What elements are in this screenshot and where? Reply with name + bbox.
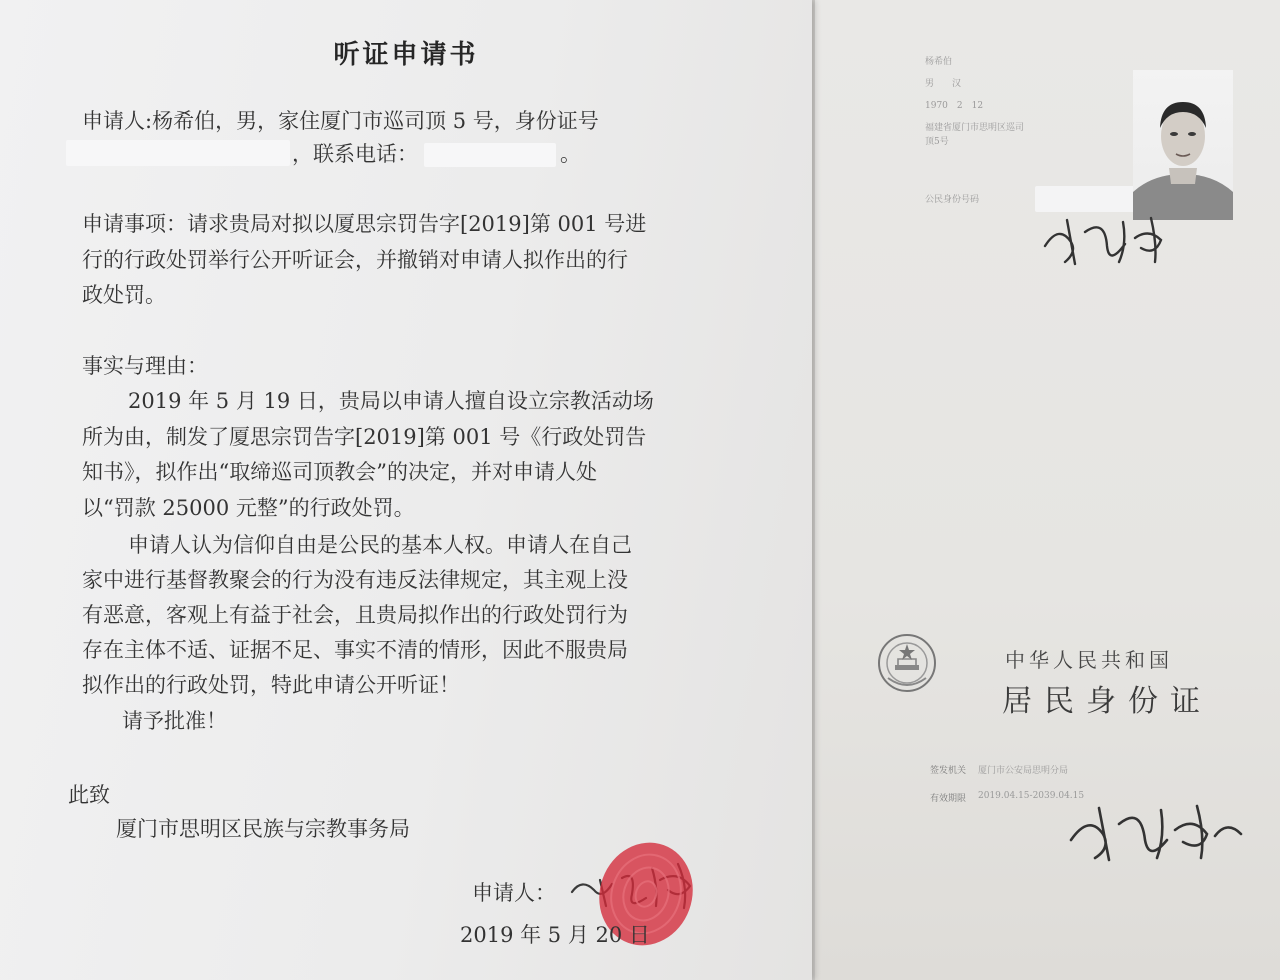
validity-label: 有效期限 [930, 794, 967, 804]
paragraph-line: 存在主体不适、证据不足、事实不清的情形，因此不服贵局 [82, 638, 628, 662]
applicant-line-end: 。 [560, 142, 581, 166]
signature-label: 申请人： [472, 881, 556, 905]
paragraph-line: 有恶意，客观上有益于社会，且贵局拟作出的行政处罚行为 [82, 603, 628, 627]
id-address: 福建省厦门市思明区巡司 [925, 123, 1025, 133]
national-emblem-icon [876, 632, 938, 694]
id-birth: 1970 2 12 [925, 101, 984, 111]
request-line: 请予批准！ [122, 709, 227, 733]
handwritten-signature-bottom [1065, 780, 1255, 870]
paragraph-line: 知书》，拟作出“取缔巡司顶教会”的决定，并对申请人处 [82, 460, 597, 484]
paragraph-line: 拟作出的行政处罚，特此申请公开听证！ [82, 673, 460, 697]
letter-date: 2019 年 5 月 20 日 [460, 923, 650, 947]
paragraph-line: 家中进行基督教聚会的行为没有违反法律规定，其主观上没 [82, 568, 628, 592]
paragraph-line: 2019 年 5 月 19 日，贵局以申请人擅自设立宗教活动场 [128, 389, 654, 413]
paragraph-line: 申请人认为信仰自由是公民的基本人权。申请人在自己 [128, 533, 632, 557]
id-photo [1133, 70, 1233, 220]
validity-value: 2019.04.15-2039.04.15 [978, 791, 1085, 801]
matter-line: 行的行政处罚举行公开听证会，并撤销对申请人拟作出的行 [82, 248, 628, 272]
letter-title: 听证申请书 [333, 40, 479, 70]
id-name: 杨希伯 [925, 57, 953, 67]
salutation: 此致 [68, 783, 110, 807]
id-number-label: 公民身份号码 [925, 195, 980, 205]
id-card-photocopy-page [815, 0, 1280, 980]
applicant-line: 申请人:杨希伯，男，家住厦门市巡司顶 5 号，身份证号 [82, 109, 599, 133]
handwritten-signature-top [1037, 202, 1187, 272]
matter-line: 政处罚。 [82, 283, 166, 307]
issuing-authority-label: 签发机关 [930, 766, 967, 776]
reasons-heading: 事实与理由： [82, 354, 208, 378]
recipient: 厦门市思明区民族与宗教事务局 [116, 817, 410, 841]
phone-label: ，联系电话： [292, 142, 418, 166]
id-address-cont: 顶5号 [925, 137, 949, 147]
paragraph-line: 以“罚款 25000 元整”的行政处罚。 [82, 496, 415, 520]
id-sex-ethnicity: 男 汉 [925, 79, 962, 89]
id-country-name: 中华人民共和国 [1005, 648, 1173, 672]
matter-line: 申请事项：请求贵局对拟以厦思宗罚告字[2019]第 001 号进 [82, 212, 647, 236]
paragraph-line: 所为由，制发了厦思宗罚告字[2019]第 001 号《行政处罚告 [82, 425, 647, 449]
redacted-id-number [66, 140, 290, 166]
id-card-name: 居民身份证 [1002, 684, 1212, 719]
redacted-phone-number [424, 143, 556, 167]
issuing-authority-value: 厦门市公安局思明分局 [978, 766, 1069, 776]
